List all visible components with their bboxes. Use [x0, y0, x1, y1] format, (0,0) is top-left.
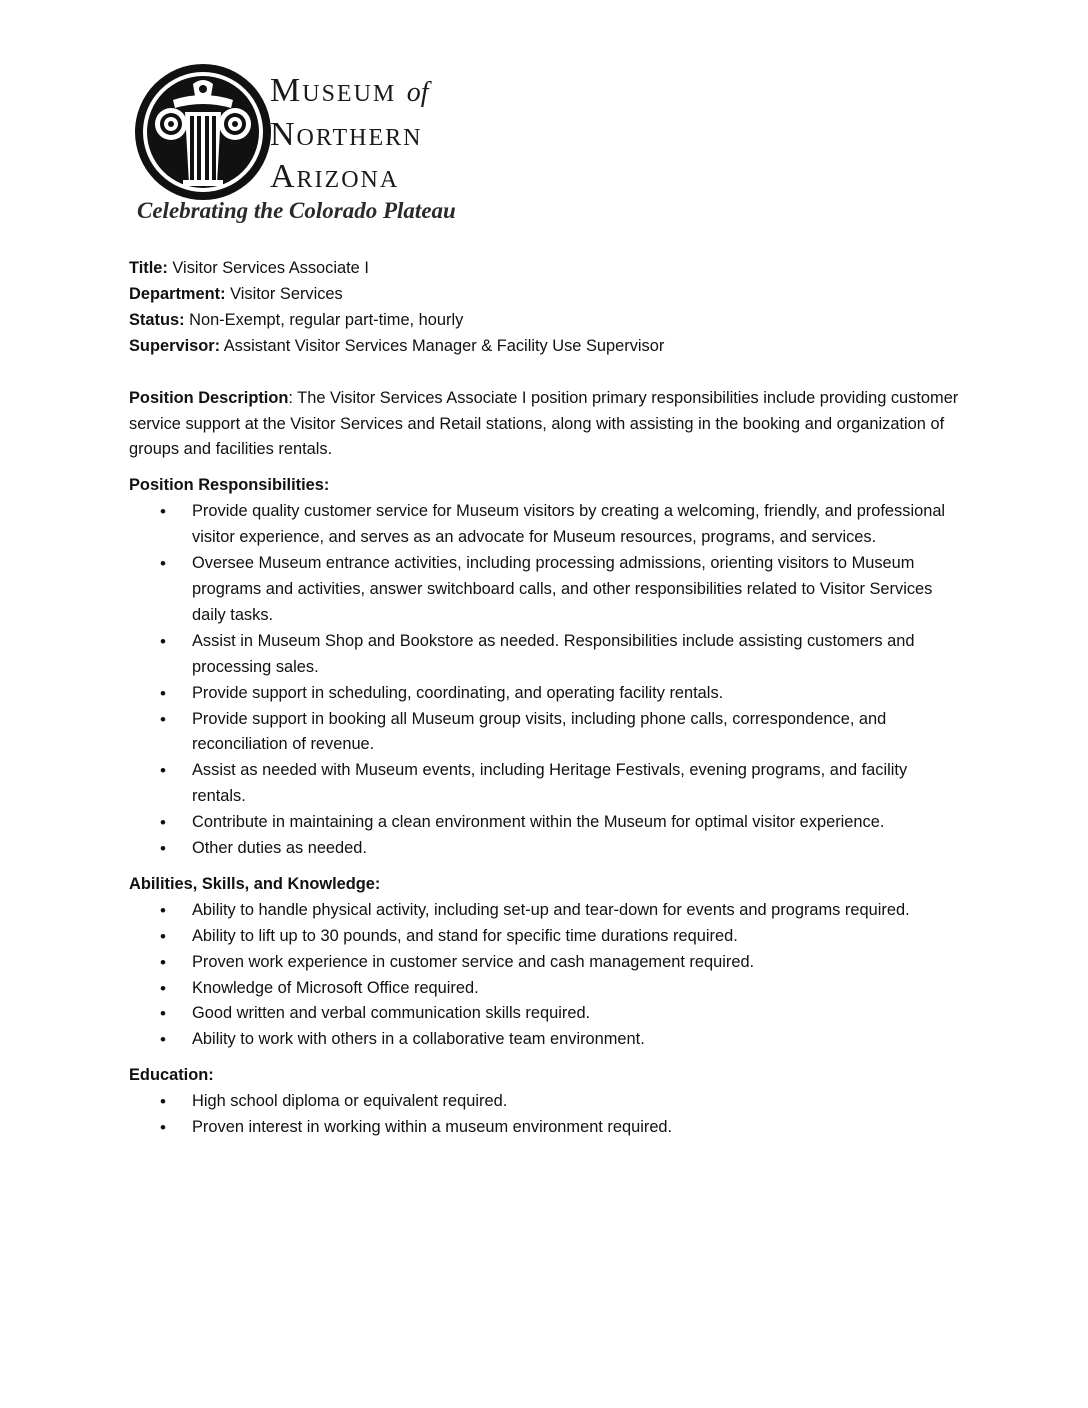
- museum-word: Museum: [270, 72, 397, 109]
- supervisor-value: Assistant Visitor Services Manager & Facility Use Supervisor: [220, 336, 665, 355]
- department-field: [129, 282, 959, 308]
- list-item: • Ability to lift up to 30 pounds, and stand for specific time durations required.: [192, 924, 959, 950]
- position-description-label: Position Description: [129, 388, 289, 407]
- museum-name: [270, 70, 429, 198]
- job-description-body: [129, 256, 959, 1141]
- list-item: • Proven work experience in customer service and cash management required.: [192, 950, 959, 976]
- list-item: • Oversee Museum entrance activities, including processing admissions, orienting visitors to Museum programs and activities, answer switchboard calls, and other responsibilities related to Visitor Services daily tasks.: [192, 551, 959, 629]
- list-item: • Contribute in maintaining a clean environment within the Museum for optimal visitor experience.: [192, 810, 959, 836]
- title-label: Title:: [129, 259, 168, 277]
- supervisor-field: [129, 334, 959, 360]
- department-label: Department:: [129, 284, 226, 303]
- museum-name-line-3: Arizona: [270, 158, 400, 195]
- title-field: [129, 256, 959, 282]
- of-word: of: [406, 77, 429, 108]
- list-item: • Good written and verbal communication skills required.: [192, 1001, 959, 1027]
- tagline: Celebrating the Colorado Plateau: [137, 198, 456, 223]
- department-value: Visitor Services: [225, 284, 343, 303]
- education-heading: Education:: [129, 1066, 214, 1085]
- list-item: • Provide quality customer service for Museum visitors by creating a welcoming, friendly, and professional visitor experience, and serves as an advocate for Museum resources, programs, and services.: [192, 499, 959, 551]
- list-item: • Assist in Museum Shop and Bookstore as needed. Responsibilities include assisting customers and processing sales.: [192, 629, 959, 681]
- list-item: • Provide support in booking all Museum group visits, including phone calls, correspondence, and reconciliation of revenue.: [192, 707, 959, 759]
- status-label: Status:: [129, 310, 185, 329]
- museum-logo-icon: [133, 62, 273, 202]
- education-list: [129, 1089, 959, 1141]
- museum-name-line-2: Northern: [270, 116, 423, 153]
- list-item: • Proven interest in working within a museum environment required.: [192, 1115, 959, 1141]
- abilities-list: [129, 898, 959, 1053]
- list-item: • Assist as needed with Museum events, including Heritage Festivals, evening programs, and facility rentals.: [192, 758, 959, 810]
- responsibilities-list: [129, 499, 959, 862]
- responsibilities-heading: Position Responsibilities:: [129, 476, 330, 495]
- list-item: • High school diploma or equivalent required.: [192, 1089, 959, 1115]
- position-description: [129, 386, 959, 464]
- supervisor-label: Supervisor:: [129, 336, 221, 355]
- position-description-text: : The Visitor Services Associate I position primary responsibilities include providing customer service support at the Visitor Services and Retail stations, along with assisting in the booking and organization of groups and facilities rentals.: [129, 388, 959, 459]
- list-item: • Provide support in scheduling, coordinating, and operating facility rentals.: [192, 681, 959, 707]
- title-value: Visitor Services Associate I: [167, 259, 369, 277]
- status-value: Non-Exempt, regular part-time, hourly: [184, 310, 464, 329]
- list-item: • Other duties as needed.: [192, 836, 959, 862]
- status-field: [129, 308, 959, 334]
- abilities-heading: Abilities, Skills, and Knowledge:: [129, 874, 381, 893]
- list-item: • Ability to work with others in a collaborative team environment.: [192, 1027, 959, 1053]
- list-item: • Ability to handle physical activity, including set-up and tear-down for events and programs required.: [192, 898, 959, 924]
- museum-name-line-1: [270, 70, 429, 114]
- list-item: • Knowledge of Microsoft Office required.: [192, 976, 959, 1002]
